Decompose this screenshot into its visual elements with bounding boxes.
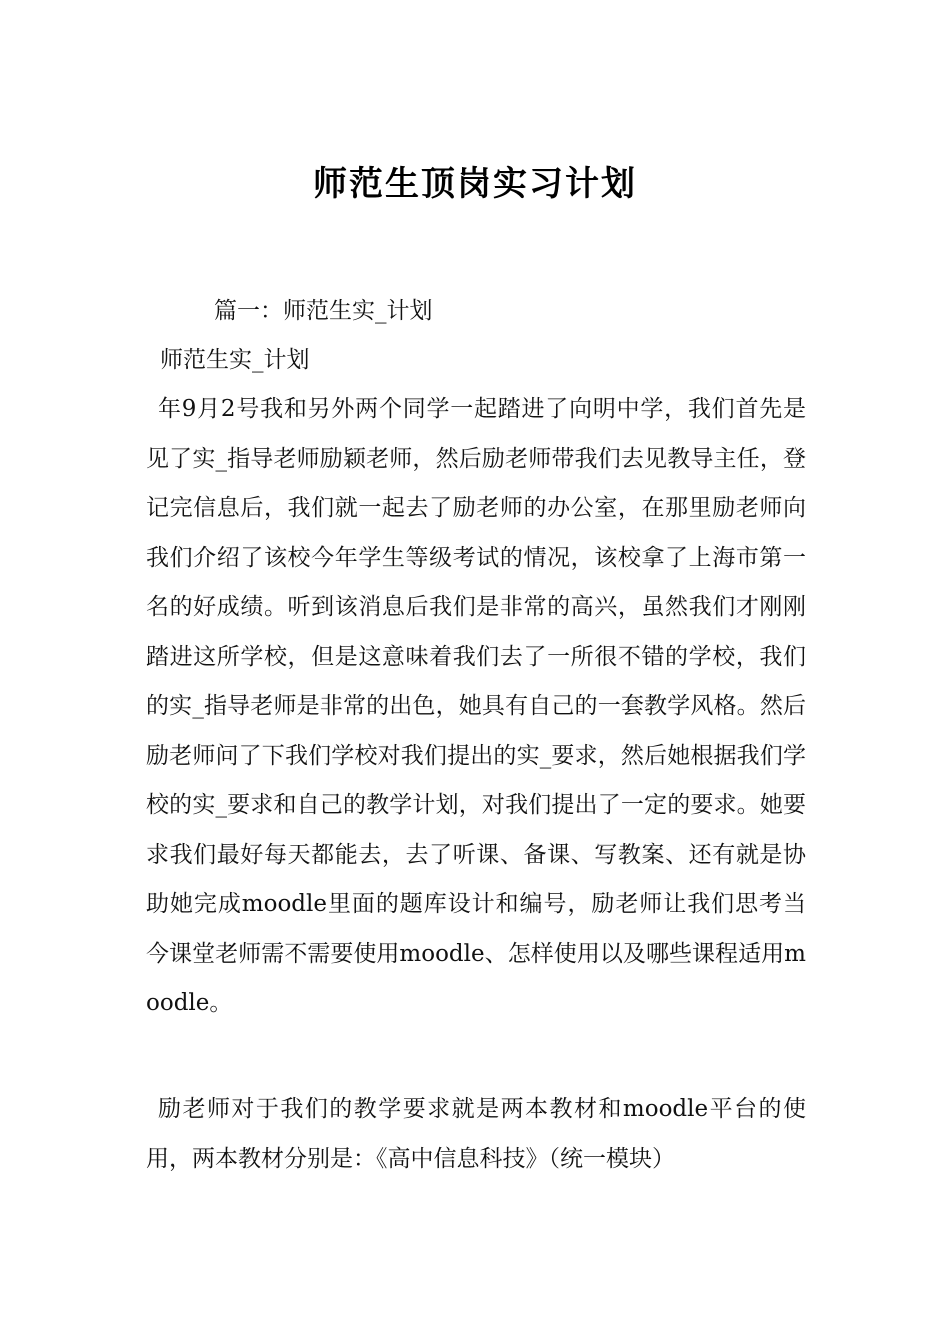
paragraph-1: 年9月2号我和另外两个同学一起踏进了向明中学，我们首先是见了实_指导老师励颖老师，然后励老师带我们去见教导主任，登记完信息后，我们就一起去了励老师的办公室，在那里励老师向我们介绍了该校今年学生等级考试的情况，该校拿了上海市第一名的好成绩。听到该消息后我们是非常的高兴，虽然我们才刚刚踏进这所学校，但是这意味着我们去了一所很不错的学校，我们的实_指导老师是非常的出色，她具有自己的一套教学风格。然后励老师问了下我们学校对我们提出的实_要求，然后她根据我们学校的实_要求和自己的教学计划，对我们提出了一定的要求。她要求我们最好每天都能去，去了听课、备课、写教案、还有就是协助她完成moodle里面的题库设计和编号，励老师让我们思考当今课堂老师需不需要使用moodle、怎样使用以及哪些课程适用moodle。 bbox=[146, 396, 806, 1016]
document-title: 师范生顶岗实习计划 bbox=[313, 164, 637, 204]
paragraph-2: 励老师对于我们的教学要求就是两本教材和moodle平台的使用，两本教材分别是：《高中信息科技》（统一模块） bbox=[146, 1096, 806, 1172]
subheading: 师范生实_计划 bbox=[160, 347, 310, 373]
section-heading: 篇一：师范生实_计划 bbox=[214, 298, 433, 324]
